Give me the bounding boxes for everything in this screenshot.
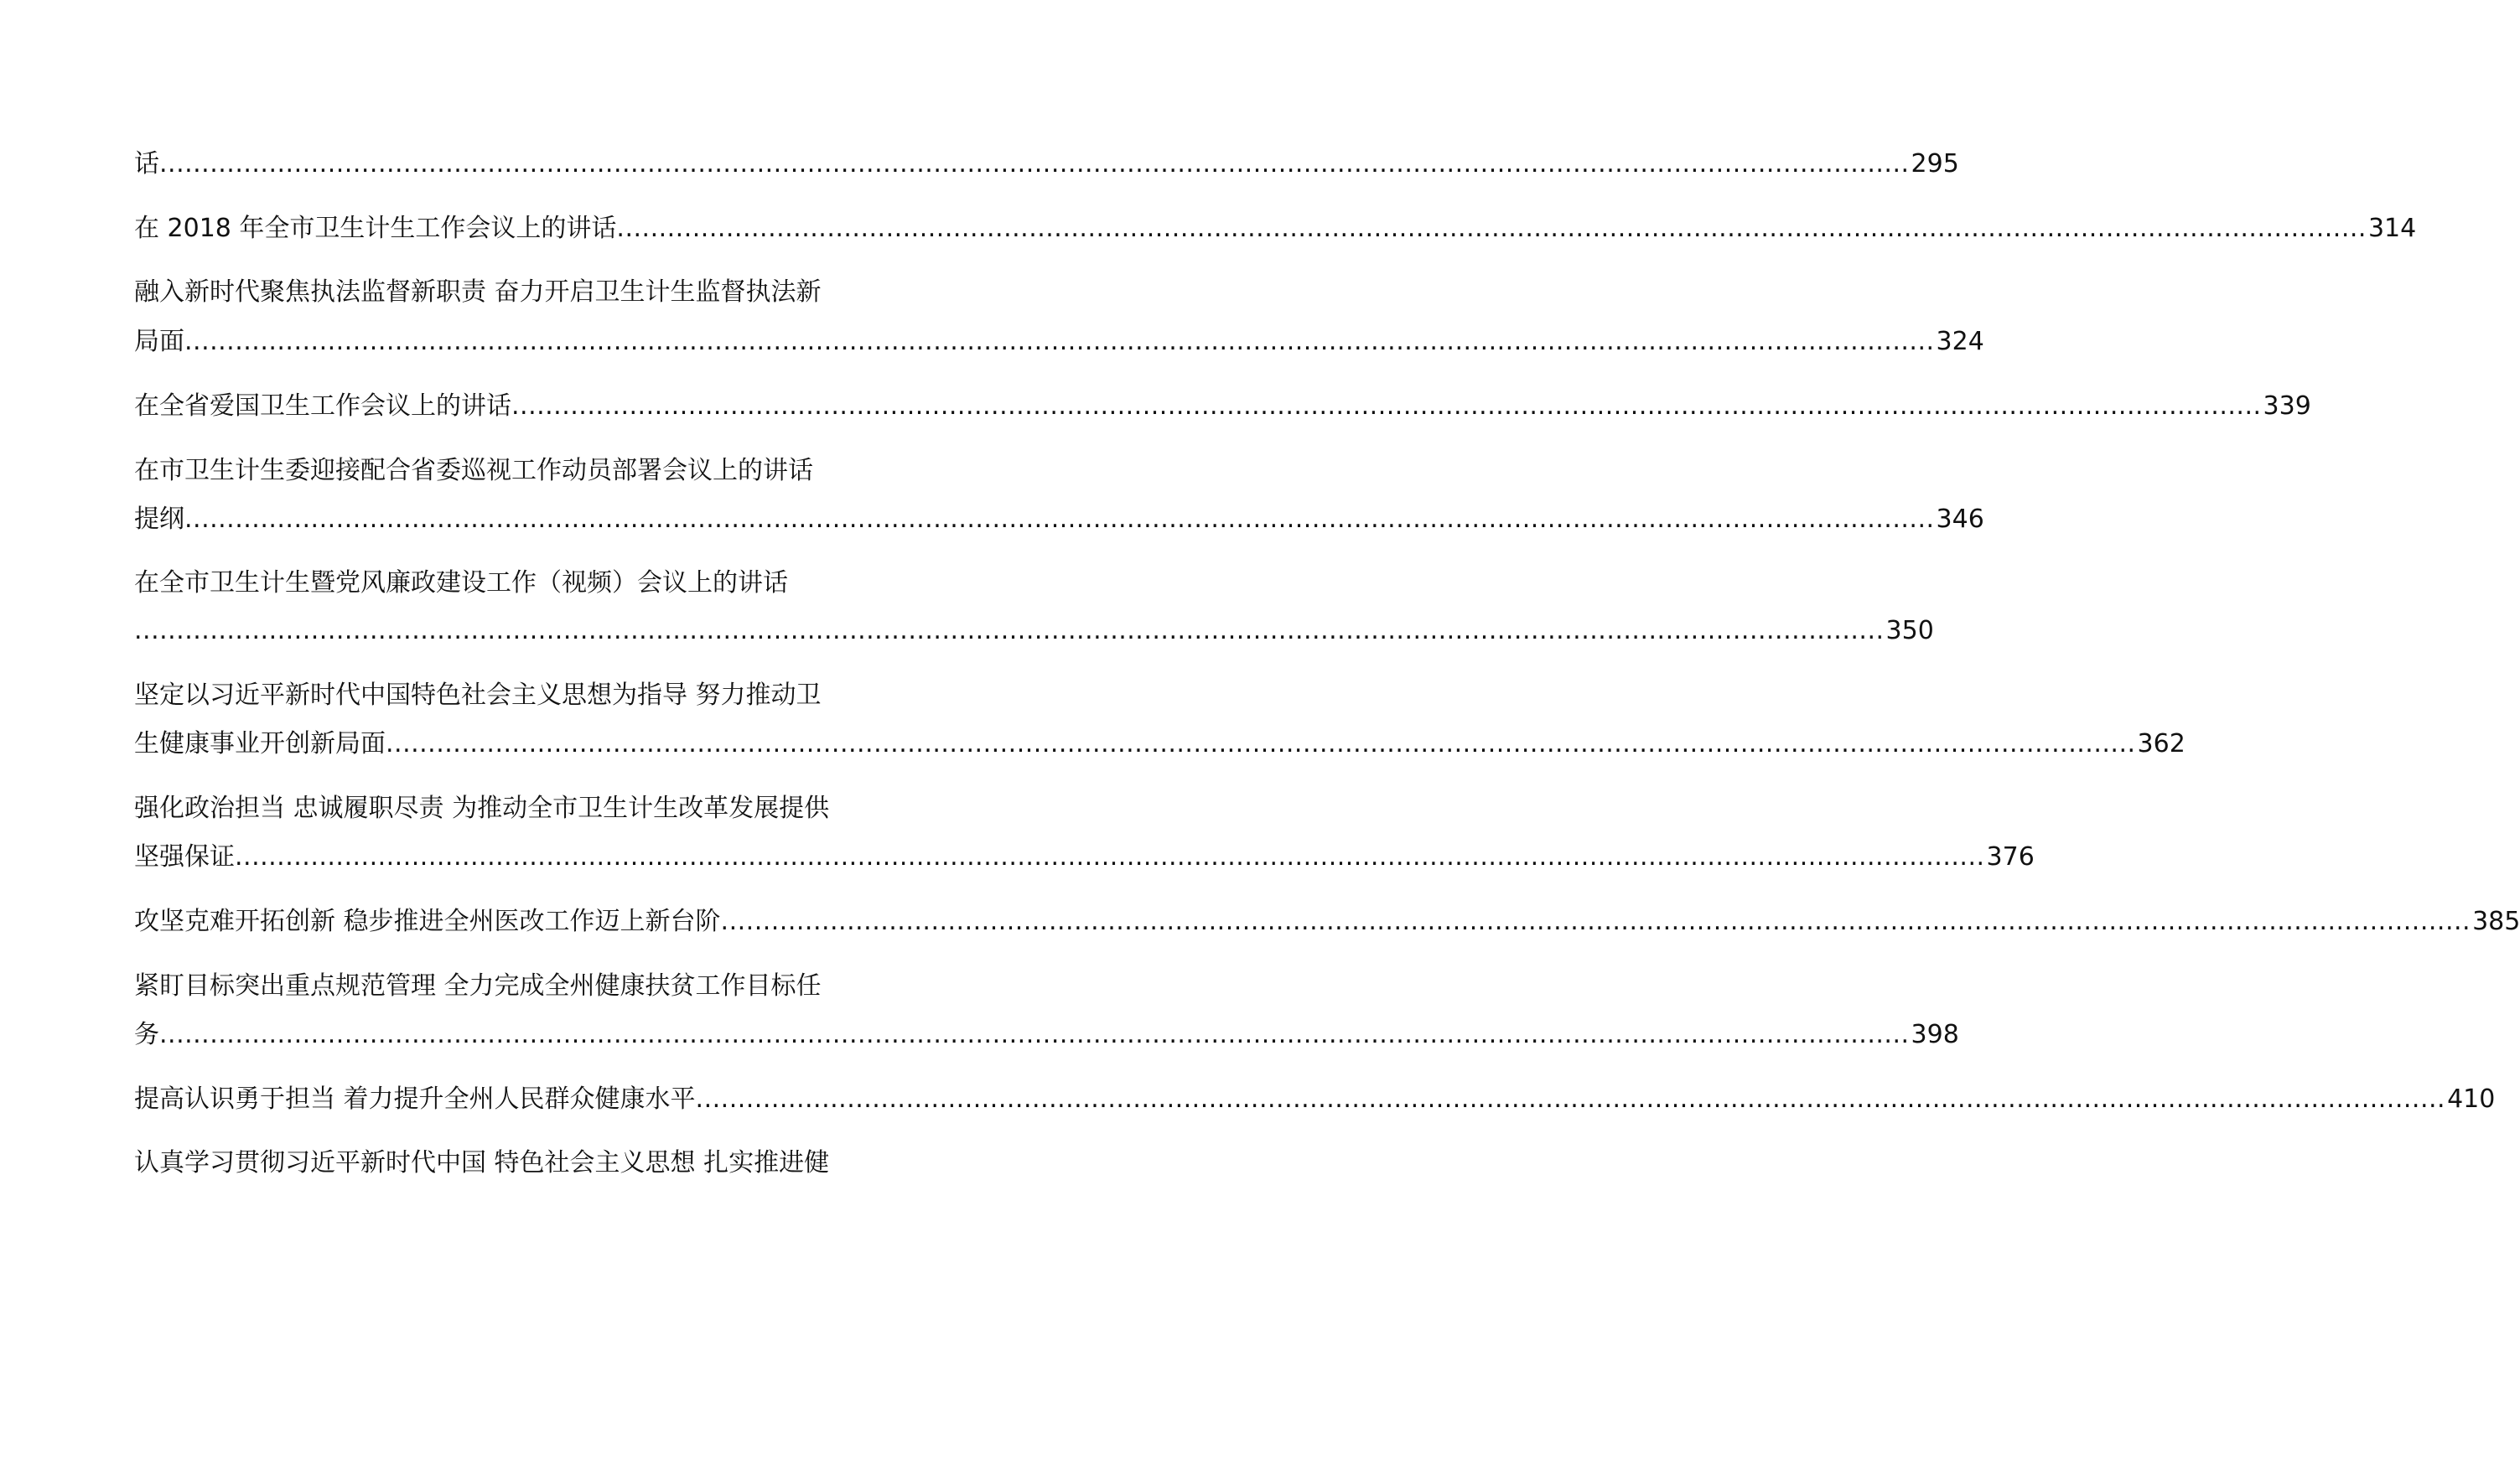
toc-page-number: 350	[1885, 616, 1934, 645]
toc-page-number: 398	[1911, 1020, 1959, 1049]
toc-page-number: 385	[2472, 907, 2520, 936]
toc-entry[interactable]	[134, 146, 1959, 183]
toc-page-number: 314	[2367, 214, 2417, 243]
toc-entry-line[interactable]	[134, 565, 910, 602]
toc-page-number: 295	[1911, 149, 1959, 179]
toc-entry-title: 认真学习贯彻习近平新时代中国 特色社会主义思想 扎实推进健	[134, 1148, 830, 1178]
toc-page-number: 339	[2263, 391, 2311, 421]
toc-entry-title: 在 2018 年全市卫生计生工作会议上的讲话	[134, 214, 617, 243]
toc-entry[interactable]	[134, 613, 1934, 650]
toc-dot-leader: ................................................................................................................................................................................................................	[511, 391, 2262, 421]
toc-entry-title: 局面	[134, 327, 184, 356]
toc-entry-title: 生健康事业开创新局面	[134, 729, 386, 758]
toc-entry-line[interactable]	[134, 677, 910, 714]
toc-entry[interactable]	[134, 1017, 1959, 1053]
toc-entry[interactable]	[134, 388, 2311, 425]
toc-dot-leader: ................................................................................................................................................................................................................	[695, 1084, 2446, 1114]
toc-entry-title: 在全省爱国卫生工作会议上的讲话	[134, 391, 511, 421]
toc-page-number: 376	[1986, 842, 2035, 872]
toc-entry-title: 坚定以习近平新时代中国特色社会主义思想为指导 努力推动卫	[134, 681, 822, 710]
toc-page-number: 346	[1936, 505, 1984, 534]
toc-entry[interactable]	[134, 903, 2520, 940]
toc-entry-title: 话	[134, 149, 159, 179]
toc-entry-line[interactable]	[134, 968, 910, 1005]
toc-entry-title: 坚强保证	[134, 842, 235, 872]
toc-dot-leader: ................................................................................................................................................................................................................	[159, 1020, 1910, 1049]
toc-page-number: 324	[1936, 327, 1984, 356]
toc-entry[interactable]	[134, 726, 2186, 763]
toc-entry-title: 在市卫生计生委迎接配合省委巡视工作动员部署会议上的讲话	[134, 456, 813, 485]
toc-dot-leader: ................................................................................................................................................................................................................	[386, 729, 2136, 758]
toc-entry[interactable]	[134, 1081, 2496, 1118]
toc-entry-title: 攻坚克难开拓创新 稳步推进全州医改工作迈上新台阶	[134, 907, 721, 936]
toc-page-number: 362	[2137, 729, 2186, 758]
toc-entry-line[interactable]	[134, 453, 910, 489]
toc-entry-title: 融入新时代聚焦执法监督新职责 奋力开启卫生计生监督执法新	[134, 277, 822, 307]
toc-entry-title: 提高认识勇于担当 着力提升全州人民群众健康水平	[134, 1084, 696, 1114]
toc-dot-leader: ................................................................................................................................................................................................................	[235, 842, 1985, 872]
toc-entry[interactable]	[134, 210, 2417, 247]
toc-entry[interactable]	[134, 839, 2035, 876]
toc-entry-title: 提纲	[134, 505, 184, 534]
toc-entry-title: 务	[134, 1020, 159, 1049]
toc-dot-leader: ................................................................................................................................................................................................................	[720, 907, 2471, 936]
toc-entry-line[interactable]	[134, 274, 910, 311]
toc-dot-leader: ................................................................................................................................................................................................................	[159, 149, 1910, 179]
toc-dot-leader: ................................................................................................................................................................................................................	[616, 214, 2367, 243]
toc-entry-title: 在全市卫生计生暨党风廉政建设工作（视频）会议上的讲话	[134, 568, 788, 598]
toc-entry-line[interactable]	[134, 1145, 910, 1182]
toc-dot-leader: ................................................................................................................................................................................................................	[184, 327, 1935, 356]
toc-page-number: 410	[2447, 1084, 2496, 1114]
toc-entry-title: 紧盯目标突出重点规范管理 全力完成全州健康扶贫工作目标任	[134, 971, 822, 1001]
toc-entry-line[interactable]	[134, 790, 910, 827]
toc-dot-leader: ................................................................................................................................................................................................................	[134, 616, 1885, 645]
toc-entry[interactable]	[134, 324, 1984, 360]
toc-entry[interactable]	[134, 501, 1984, 538]
toc-dot-leader: ................................................................................................................................................................................................................	[184, 505, 1935, 534]
toc-entry-title: 强化政治担当 忠诚履职尽责 为推动全市卫生计生改革发展提供	[134, 794, 830, 823]
